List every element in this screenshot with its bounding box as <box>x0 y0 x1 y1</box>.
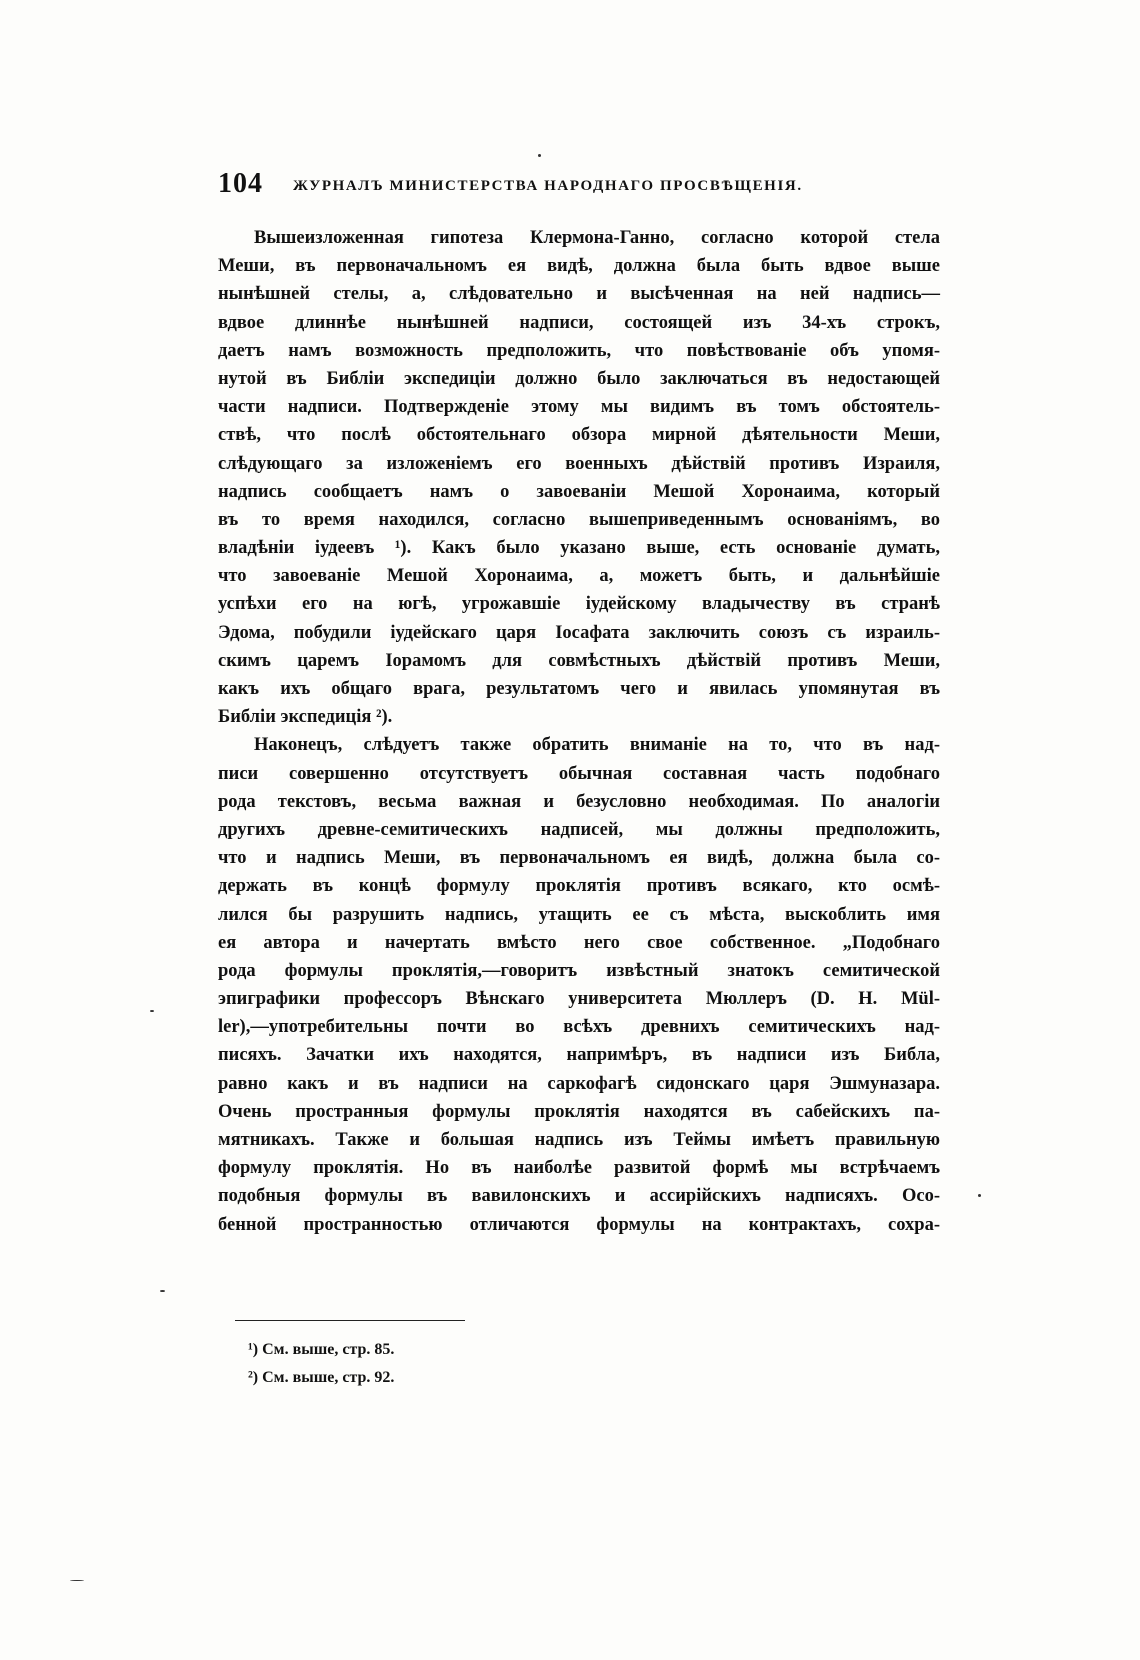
text-line: ler),—употребительны почти во всѣхъ древнихъ семитическихъ над- <box>218 1017 940 1038</box>
paragraph-2 <box>218 731 940 1238</box>
paragraph-1 <box>218 224 940 731</box>
text-line: въ то время находился, согласно вышеприведеннымъ основаніямъ, во <box>218 509 940 530</box>
text-line: лился бы разрушить надпись, утащить ее съ мѣста, выскоблить имя <box>218 904 940 925</box>
text-line: слѣдующаго за изложеніемъ его военныхъ дѣйствій противъ Израиля, <box>218 453 940 474</box>
text-line: формулу проклятія. Но въ наиболѣе развитой формѣ мы встрѣчаемъ <box>218 1158 940 1179</box>
text-line: Эдома, побудили іудейскаго царя Іосафата заключить союзъ съ израиль- <box>218 622 940 643</box>
text-line: бенной пространностью отличаются формулы на контрактахъ, сохра- <box>218 1214 940 1235</box>
text-line: нынѣшней стелы, а, слѣдовательно и высѣченная на ней надпись— <box>218 284 940 305</box>
text-line: ея автора и начертать вмѣсто него свое собственное. „Подобнаго <box>218 932 940 953</box>
text-line: подобныя формулы въ вавилонскихъ и ассирійскихъ надписяхъ. Осо- <box>218 1186 940 1207</box>
running-title: ЖУРНАЛЪ МИНИСТЕРСТВА НАРОДНАГО ПРОСВѢЩЕНІЯ. <box>293 178 803 194</box>
text-line: даетъ намъ возможность предположить, что повѣствованіе объ упомя- <box>218 340 940 361</box>
text-line: какъ ихъ общаго врага, результатомъ чего и явилась упомянутая въ <box>218 679 940 699</box>
scan-speck <box>978 1194 981 1197</box>
text-line: Библіи экспедиція ²). <box>218 707 393 728</box>
scan-speck <box>150 1010 154 1012</box>
scan-speck <box>538 154 541 157</box>
text-line: писи совершенно отсутствуетъ обычная составная часть подобнаго <box>218 763 940 784</box>
text-line: что и надпись Меши, въ первоначальномъ ея видѣ, должна была со- <box>218 848 940 869</box>
scan-speck <box>70 1580 84 1581</box>
text-line: Очень пространныя формулы проклятія находятся въ сабейскихъ па- <box>218 1101 940 1122</box>
text-line: что завоеваніе Мешой Хоронаима, а, можетъ быть, и дальнѣйшіе <box>218 566 940 587</box>
body-text <box>218 224 940 1239</box>
scan-speck <box>160 1290 165 1292</box>
text-line: Наконецъ, слѣдуетъ также обратить вниманіе на то, что въ над- <box>254 735 940 756</box>
text-line: эпиграфики профессоръ Вѣнскаго университета Мюллеръ (D. H. Mül- <box>218 989 940 1010</box>
text-line: скимъ царемъ Іорамомъ для совмѣстныхъ дѣйствій противъ Меши, <box>218 650 940 671</box>
text-line: успѣхи его на югѣ, угрожавшіе іудейскому владычеству въ странѣ <box>218 594 940 615</box>
text-line: равно какъ и въ надписи на саркофагѣ сидонскаго царя Эшмуназара. <box>218 1073 940 1094</box>
text-line: части надписи. Подтвержденіе этому мы видимъ въ томъ обстоятель- <box>218 397 940 418</box>
text-line: надпись сообщаетъ намъ о завоеваніи Мешой Хоронаима, который <box>218 481 940 502</box>
text-line: другихъ древне-семитическихъ надписей, мы должны предположить, <box>218 819 940 840</box>
text-line: вдвое длиннѣе нынѣшней надписи, состоящей изъ 34-хъ строкъ, <box>218 312 940 333</box>
page-header <box>218 168 940 208</box>
text-line: ствѣ, что послѣ обстоятельнаго обзора мирной дѣятельности Меши, <box>218 425 940 446</box>
text-line: рода текстовъ, весьма важная и безусловно необходимая. По аналогіи <box>218 791 940 812</box>
text-line: Вышеизложенная гипотеза Клермона-Ганно, согласно которой стела <box>254 228 940 248</box>
page-number: 104 <box>218 168 263 199</box>
text-line: нутой въ Библіи экспедиціи должно было заключаться въ недостающей <box>218 368 940 389</box>
text-line: рода формулы проклятія,—говоритъ извѣстный знатокъ семитической <box>218 960 940 981</box>
text-line: мятникахъ. Также и большая надпись изъ Теймы имѣетъ правильную <box>218 1130 940 1150</box>
footnote: ¹) См. выше, стр. 85. <box>248 1341 395 1358</box>
footnote: ²) См. выше, стр. 92. <box>248 1369 395 1386</box>
text-line: Меши, въ первоначальномъ ея видѣ, должна была быть вдвое выше <box>218 256 940 277</box>
text-line: владѣніи іудеевъ ¹). Какъ было указано выше, есть основаніе думать, <box>218 538 940 559</box>
text-line: писяхъ. Зачатки ихъ находятся, напримѣръ, въ надписи изъ Библа, <box>218 1045 940 1066</box>
footnote-divider <box>235 1320 465 1321</box>
footnotes <box>248 1336 648 1392</box>
text-line: держать въ концѣ формулу проклятія противъ всякаго, кто осмѣ- <box>218 876 940 897</box>
